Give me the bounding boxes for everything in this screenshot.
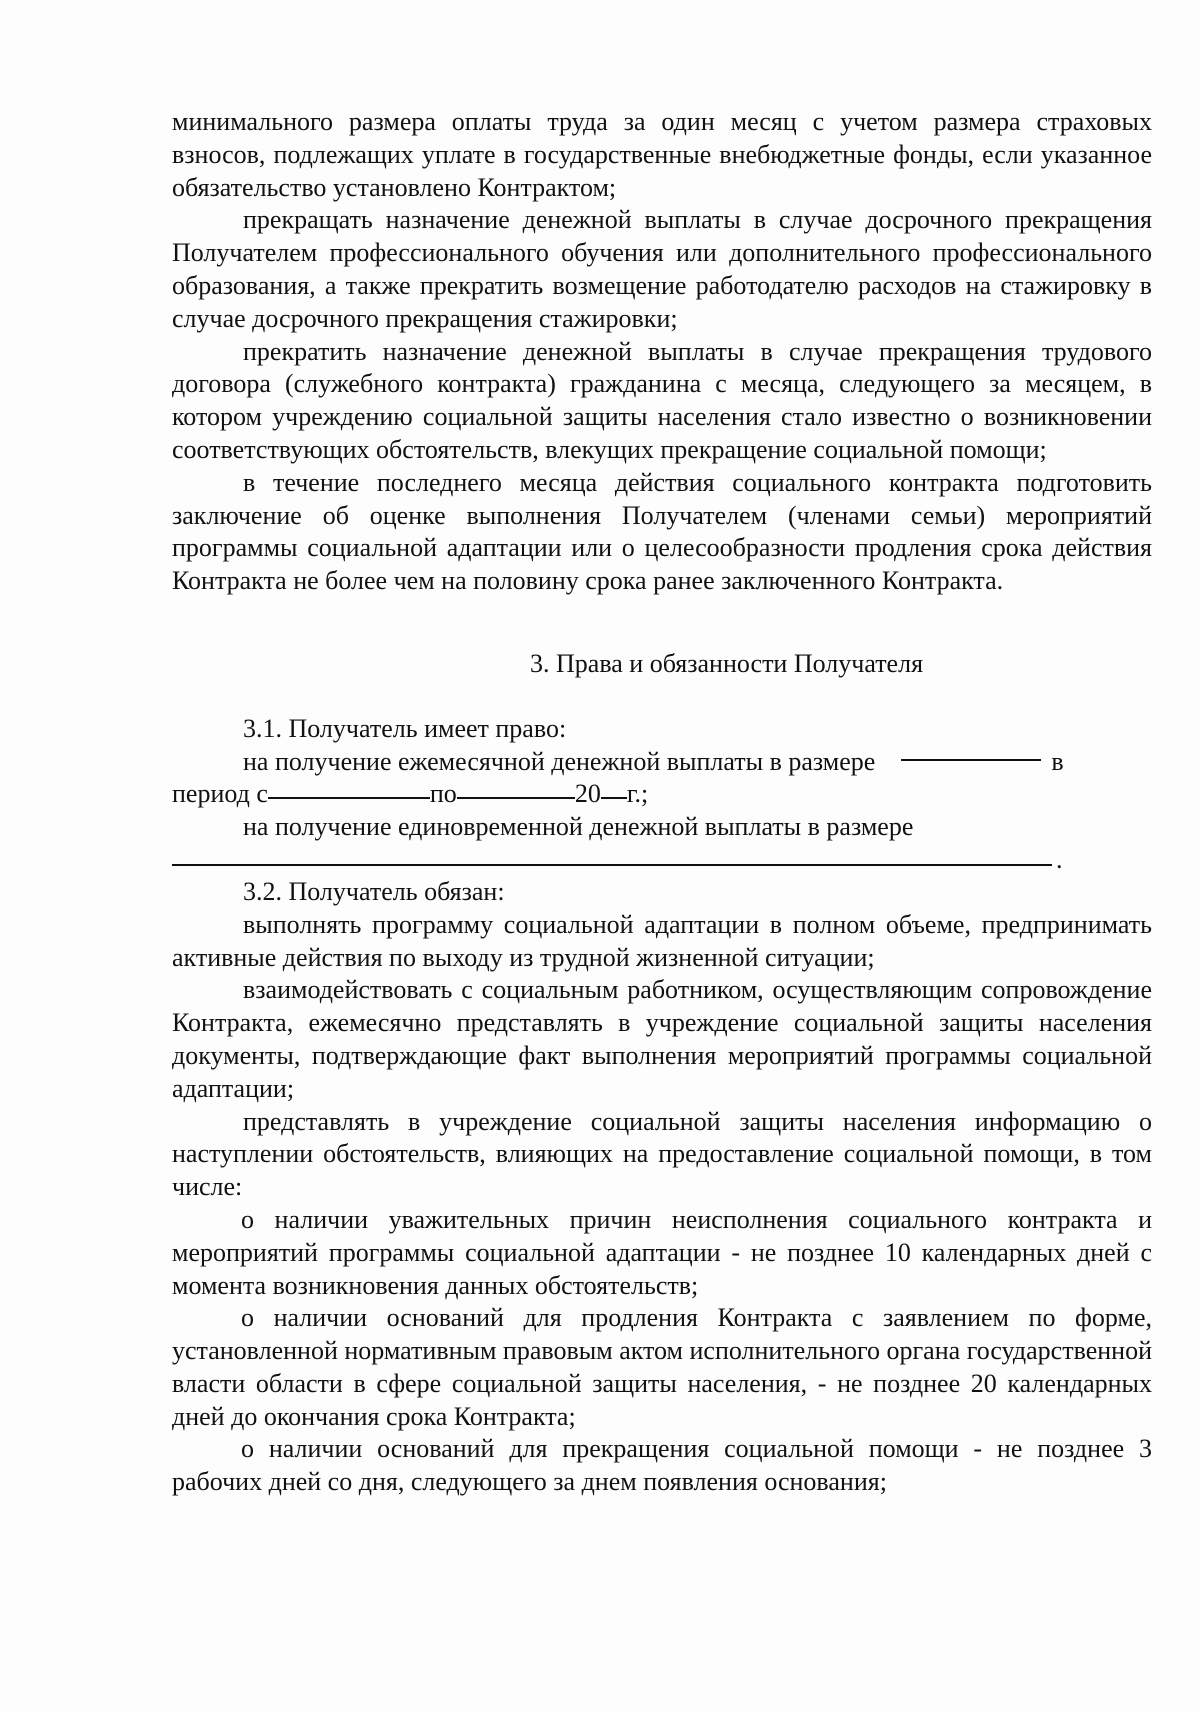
obligation-extension-grounds: о наличии оснований для продления Контракта с заявлением по форме, установленной нормативным правовым актом исполнительного органа государственной власти области в сфере социальной защиты населения, - не позднее 20 календарных дней до окончания срока Контракта; — [172, 1303, 1152, 1431]
period-year-blank[interactable] — [601, 797, 627, 799]
obligation-termination-grounds: о наличии оснований для прекращения социальной помощи - не позднее 3 рабочих дней со дня, следующего за днем появления основания; — [172, 1434, 1152, 1497]
monthly-payment-text: на получение ежемесячной денежной выплаты в размере — [243, 746, 876, 776]
clause-3-2-title: 3.2. Получатель обязан: — [243, 876, 505, 906]
period-year-label: 20 — [574, 779, 601, 809]
monthly-payment-row — [172, 746, 1152, 779]
period-from-blank[interactable] — [268, 797, 430, 799]
obligation-report-circumstances: представлять в учреждение социальной защиты населения информацию о наступлении обстоятельств, влияющих на предоставление социальной помощи, в том числе: — [172, 1106, 1152, 1202]
monthly-amount-blank[interactable] — [901, 759, 1041, 761]
paragraph-final-month-conclusion: в течение последнего месяца действия социального контракта подготовить заключение об оценке выполнения Получателем (членами семьи) мероприятий программы социальной адаптации или о целесообразности продления срока действия Контракта не более чем на половину срока ранее заключенного Контракта. — [172, 467, 1152, 596]
document-body — [172, 106, 1152, 1499]
monthly-payment-tail: в — [1051, 746, 1064, 776]
lump-sum-end: . — [1056, 844, 1063, 874]
period-year-suffix: г.; — [626, 779, 649, 809]
paragraph-terminate-payment-training: прекращать назначение денежной выплаты в случае досрочного прекращения Получателем профессионального обучения или дополнительного профессионального образования, а также прекратить возмещение работодателю расходов на стажировку в случае досрочного прекращения стажировки; — [172, 205, 1152, 333]
obligation-social-worker: взаимодействовать с социальным работником, осуществляющим сопровождение Контракта, ежемесячно представлять в учреждение социальной защиты населения документы, подтверждающие факт выполнения мероприятий программы социальной адаптации; — [172, 975, 1152, 1103]
obligation-adaptation-program: выполнять программу социальной адаптации в полном объеме, предпринимать активные действия по выходу из трудной жизненной ситуации; — [172, 909, 1152, 972]
period-to-blank[interactable] — [457, 797, 575, 799]
paragraph-mrot: минимального размера оплаты труда за один месяц с учетом размера страховых взносов, подлежащих уплате в государственные внебюджетные фонды, если указанное обязательство установлено Контрактом; — [172, 107, 1152, 202]
lump-sum-amount-blank[interactable] — [172, 864, 1052, 866]
section-heading: 3. Права и обязанности Получателя — [530, 648, 924, 678]
lump-sum-line — [172, 844, 1152, 876]
obligation-valid-reasons: о наличии уважительных причин неисполнения социального контракта и мероприятий программы социальной адаптации - не позднее 10 календарных дней с момента возникновения данных обстоятельств; — [172, 1204, 1152, 1300]
period-row — [172, 778, 1152, 811]
clause-3-1-title: 3.1. Получатель имеет право: — [243, 713, 567, 743]
lump-sum-text: на получение единовременной денежной выплаты в размере — [243, 812, 914, 842]
period-from-label: период с — [172, 779, 268, 809]
paragraph-terminate-payment-employment: прекратить назначение денежной выплаты в случае прекращения трудового договора (служебного контракта) гражданина с месяца, следующего за месяцем, в котором учреждению социальной защиты населения стало известно о возникновении соответствующих обстоятельств, влекущих прекращение социальной помощи; — [172, 336, 1152, 464]
period-to-label: по — [429, 779, 457, 809]
